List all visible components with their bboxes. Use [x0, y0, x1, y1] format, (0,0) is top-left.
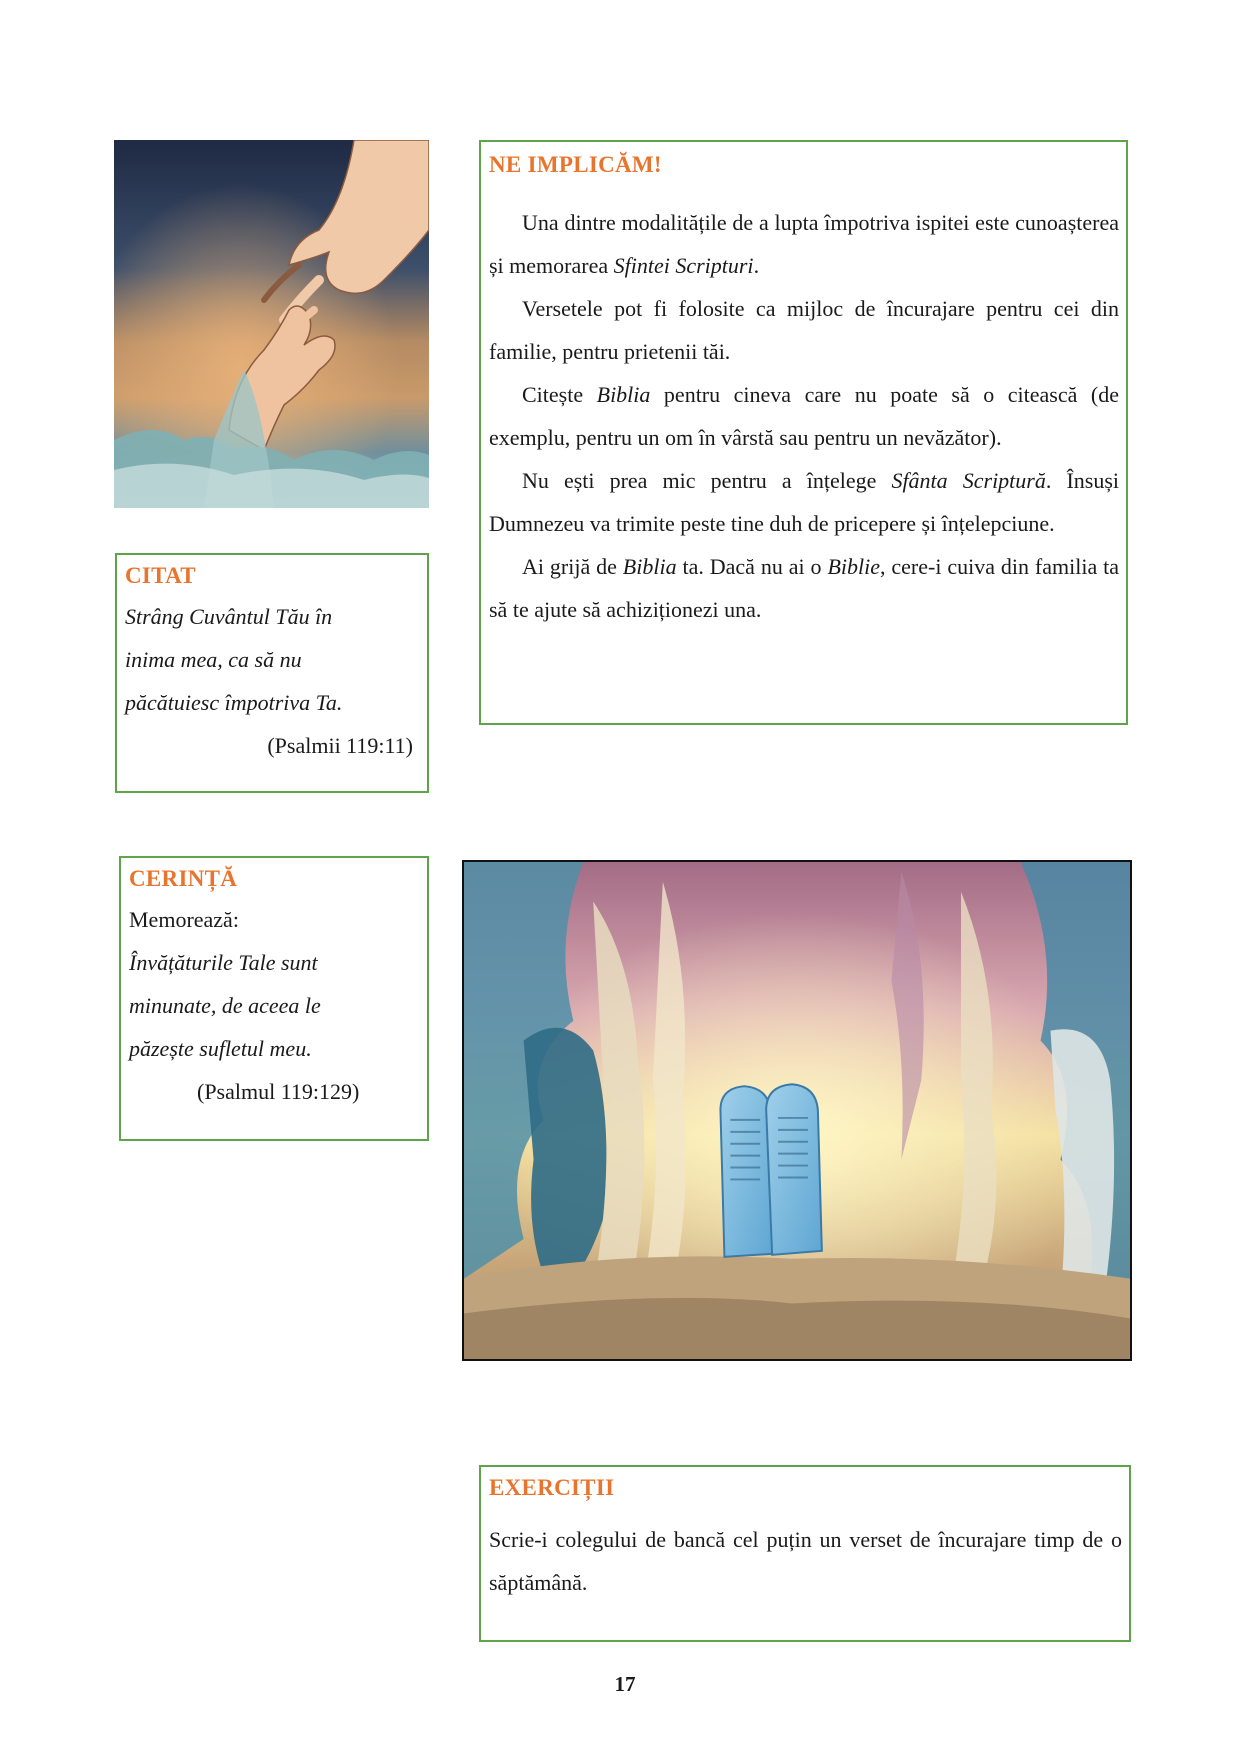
- cerinta-line: păzește sufletul meu.: [129, 1036, 312, 1061]
- citat-title: CITAT: [125, 563, 196, 588]
- cerinta-intro: Memorează:: [129, 907, 239, 932]
- implicam-paragraph-5: Ai grijă de Biblia ta. Dacă nu ai o Biblie, cere-i cuiva din familia ta să te ajute să achiziționezi una.: [489, 554, 1119, 622]
- exercitii-title: EXERCIȚII: [489, 1475, 615, 1500]
- implicam-paragraph-1: Una dintre modalitățile de a lupta împotriva ispitei este cunoașterea și memorarea Sfintei Scripturi.: [489, 210, 1119, 278]
- cerinta-reference: (Psalmul 119:129): [197, 1079, 360, 1104]
- citat-quote: [125, 595, 413, 724]
- page-number: 17: [614, 1672, 636, 1696]
- citat-line: inima mea, ca să nu: [125, 647, 302, 672]
- cerinta-line: minunate, de aceea le: [129, 993, 321, 1018]
- illustration-tablets: [462, 860, 1132, 1361]
- illustration-hands: [114, 140, 429, 508]
- implicam-title: NE IMPLICĂM!: [489, 152, 662, 177]
- implicam-paragraph-4: Nu ești prea mic pentru a înțelege Sfânta Scriptură. Însuși Dumnezeu va trimite peste tine duh de pricepere și înțelepciune.: [489, 468, 1119, 536]
- citat-line: Strâng Cuvântul Tău în: [125, 604, 333, 629]
- cerinta-title: CERINȚĂ: [129, 866, 238, 891]
- citat-line: păcătuiesc împotriva Ta.: [125, 690, 343, 715]
- cerinta-verse: [129, 941, 417, 1070]
- citat-box: [115, 553, 429, 793]
- cerinta-box: [119, 856, 429, 1141]
- cerinta-line: Învățăturile Tale sunt: [129, 950, 318, 975]
- implicam-box: [479, 140, 1128, 725]
- exercitii-box: [479, 1465, 1131, 1642]
- implicam-paragraph-2: Versetele pot fi folosite ca mijloc de încurajare pentru cei din familie, pentru prietenii tăi.: [489, 296, 1119, 364]
- implicam-body: [489, 201, 1119, 631]
- implicam-paragraph-3: Citește Biblia pentru cineva care nu poate să o citească (de exemplu, pentru un om în vârstă sau pentru un nevăzător).: [489, 382, 1119, 450]
- exercitii-text: Scrie-i colegului de bancă cel puțin un verset de încurajare timp de o săptămână.: [489, 1527, 1122, 1595]
- citat-reference: (Psalmii 119:11): [267, 733, 413, 758]
